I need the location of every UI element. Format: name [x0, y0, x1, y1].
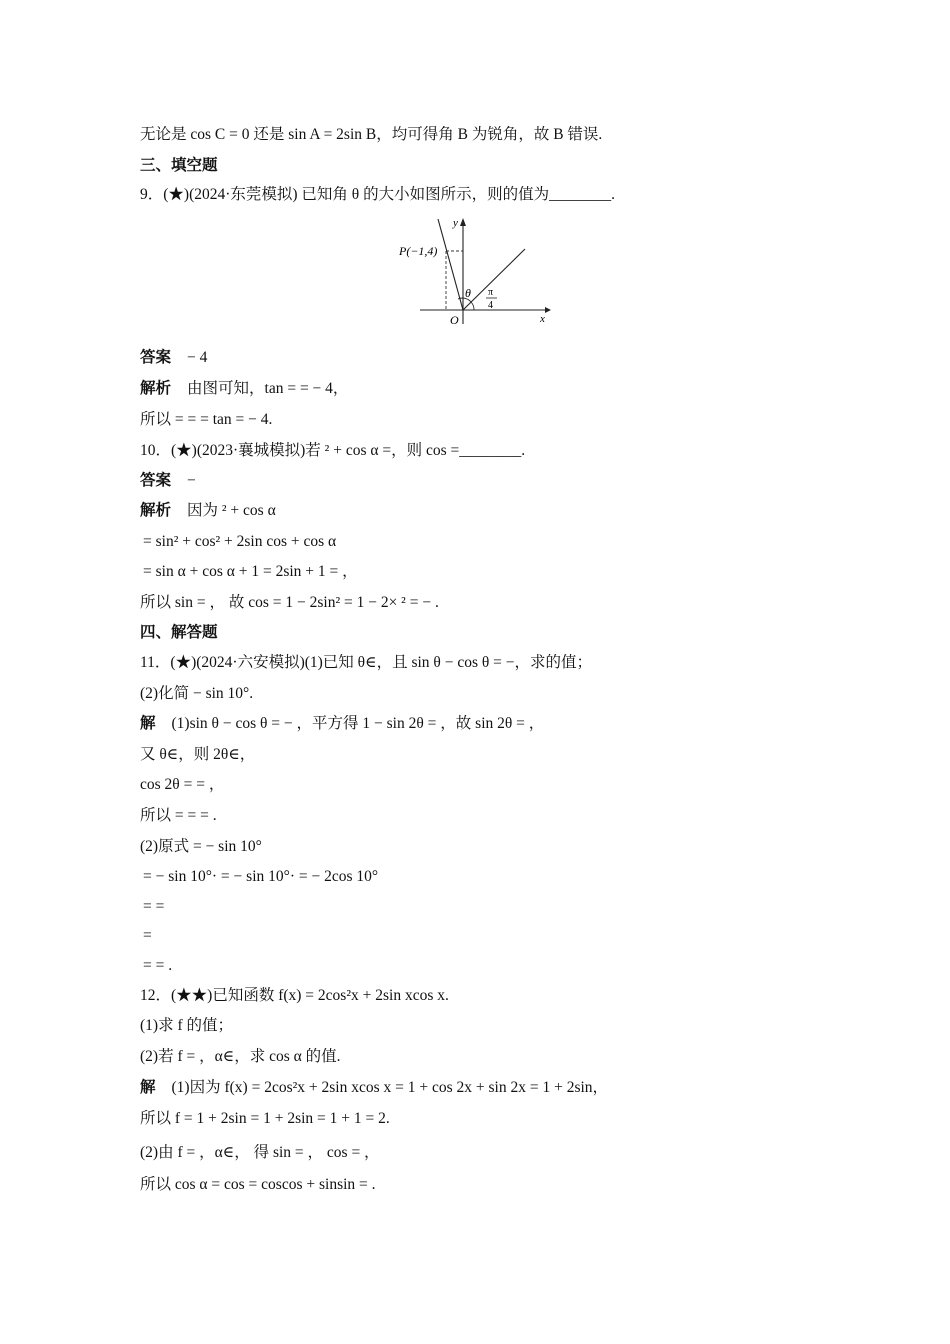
- answer-9-value: − 4: [187, 349, 208, 366]
- analysis-9-text: 由图可知，tan = = − 4，: [187, 380, 349, 397]
- pi-over-4-ray: [463, 249, 525, 310]
- question-12: 12．(★★)已知函数 f(x) = 2cos²x + 2sin xcos x.: [140, 987, 449, 1004]
- text-line-12-c: 所以 cos α = cos = coscos + sinsin = .: [140, 1176, 376, 1193]
- solution-label: 解: [140, 1079, 156, 1096]
- origin-label: O: [450, 313, 459, 327]
- solution-11-text: (1)sin θ − cos θ = − ，平方得 1 − sin 2θ = ，故 sin 2θ = ，: [171, 715, 545, 732]
- answer-label: 答案: [140, 349, 172, 366]
- question-10: 10．(★)(2023·襄城模拟)若 ² + cos α =，则 cos =________.: [140, 442, 526, 459]
- four-label: 4: [488, 300, 493, 311]
- text-line-11-h: = = .: [143, 957, 173, 974]
- text-line-11-d: (2)原式 = − sin 10°: [140, 838, 262, 855]
- pi4-arc: [471, 302, 474, 310]
- analysis-label: 解析: [140, 380, 172, 397]
- text-line-10-b: = sin α + cos α + 1 = 2sin + 1 = ，: [143, 563, 358, 580]
- question-11-part2: (2)化简 − sin 10°.: [140, 685, 254, 702]
- solution-12: [140, 1077, 608, 1099]
- answer-9: [140, 347, 207, 369]
- text-line-12-b: (2)由 f = ，α∈， 得 sin = ， cos = ，: [140, 1144, 380, 1161]
- y-axis-arrow: [460, 218, 466, 226]
- point-label: P(−1,4): [399, 244, 438, 258]
- terminal-ray: [438, 219, 463, 310]
- text-line-12-a: 所以 f = 1 + 2sin = 1 + 2sin = 1 + 1 = 2.: [140, 1110, 390, 1127]
- solution-11: [140, 713, 544, 735]
- theta-label: θ: [465, 286, 471, 300]
- analysis-10: [140, 500, 276, 522]
- text-line-10-a: = sin² + cos² + 2sin cos + cos α: [143, 533, 337, 550]
- text-line-9-result: 所以 = = = tan = − 4.: [140, 411, 273, 428]
- answer-10: [140, 470, 196, 492]
- text-line-11-c: 所以 = = = .: [140, 807, 217, 824]
- text-line-11-g: =: [143, 927, 152, 944]
- angle-figure: [395, 212, 555, 332]
- section-heading-fill-in: 三、填空题: [140, 157, 218, 174]
- question-11: 11．(★)(2024·六安模拟)(1)已知 θ∈，且 sin θ − cos θ = −，求的值；: [140, 654, 593, 671]
- text-line-11-a: 又 θ∈，则 2θ∈，: [140, 746, 256, 763]
- x-axis-arrow: [545, 307, 551, 313]
- y-axis-label: y: [453, 217, 458, 229]
- question-12-part1: (1)求 f 的值；: [140, 1017, 233, 1034]
- question-9: 9．(★)(2024·东莞模拟) 已知角 θ 的大小如图所示，则的值为________.: [140, 186, 615, 203]
- text-line-11-b: cos 2θ = = ，: [140, 776, 225, 793]
- answer-label: 答案: [140, 472, 172, 489]
- text-line-11-f: = =: [143, 898, 165, 915]
- question-12-part2: (2)若 f = ，α∈，求 cos α 的值.: [140, 1048, 341, 1065]
- analysis-9: [140, 378, 348, 400]
- pi-label: π: [488, 287, 494, 298]
- solution-12-text: (1)因为 f(x) = 2cos²x + 2sin xcos x = 1 + cos 2x + sin 2x = 1 + 2sin，: [171, 1079, 609, 1096]
- section-heading-solutions: 四、解答题: [140, 624, 218, 641]
- x-axis-label: x: [540, 313, 545, 325]
- analysis-10-text: 因为 ² + cos α: [187, 502, 276, 519]
- text-line-10-c: 所以 sin = ， 故 cos = 1 − 2sin² = 1 − 2× ² = − .: [140, 594, 439, 611]
- answer-10-value: −: [187, 472, 196, 489]
- text-line-11-e: = − sin 10°· = − sin 10°· = − 2cos 10°: [143, 868, 379, 885]
- text-line-1: 无论是 cos C = 0 还是 sin A = 2sin B，均可得角 B 为锐角，故 B 错误.: [140, 126, 603, 143]
- analysis-label: 解析: [140, 502, 172, 519]
- solution-label: 解: [140, 715, 156, 732]
